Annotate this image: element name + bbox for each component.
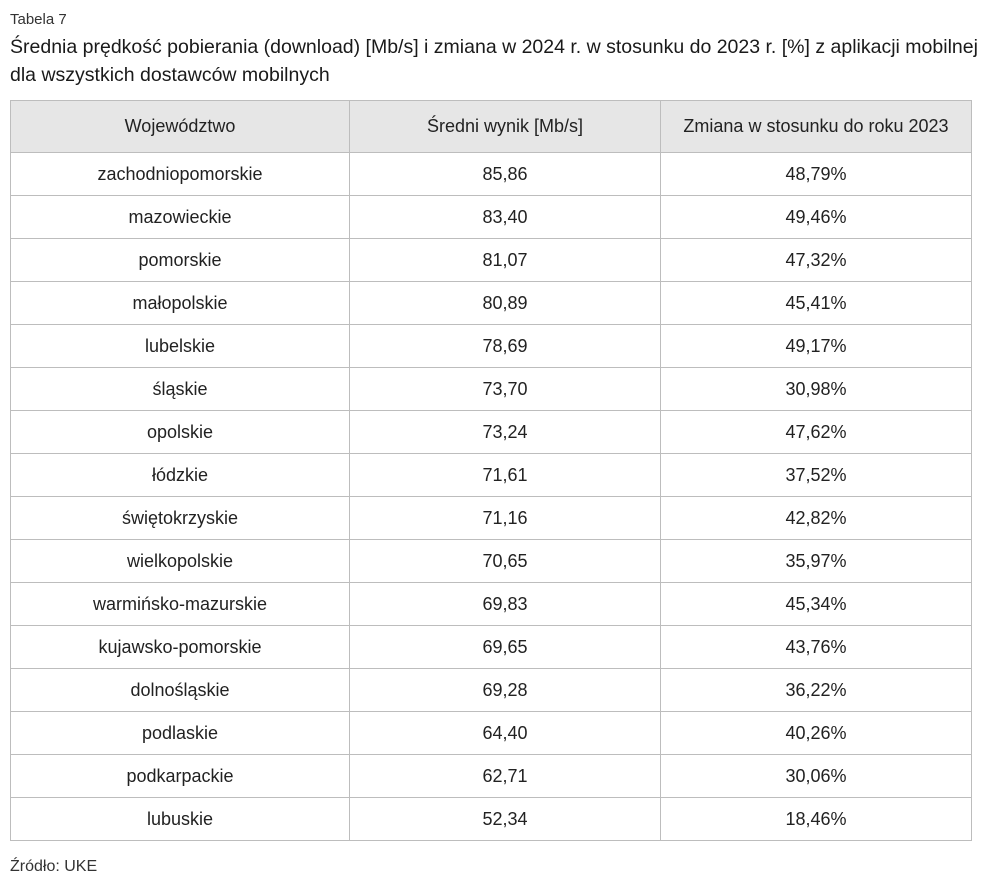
table-row — [11, 497, 972, 540]
cell-region: pomorskie — [11, 239, 350, 282]
header-sredni-wynik: Średni wynik [Mb/s] — [350, 101, 661, 153]
cell-change: 45,34% — [661, 583, 972, 626]
table-row — [11, 368, 972, 411]
table-row — [11, 669, 972, 712]
cell-region: łódzkie — [11, 454, 350, 497]
cell-speed: 71,16 — [350, 497, 661, 540]
cell-change: 49,46% — [661, 196, 972, 239]
cell-region: mazowieckie — [11, 196, 350, 239]
source-note: Źródło: UKE — [10, 858, 98, 875]
data-table — [10, 100, 972, 841]
table-row — [11, 153, 972, 196]
cell-speed: 73,70 — [350, 368, 661, 411]
header-zmiana: Zmiana w stosunku do roku 2023 — [661, 101, 972, 153]
cell-region: podkarpackie — [11, 755, 350, 798]
cell-speed: 62,71 — [350, 755, 661, 798]
table-row — [11, 540, 972, 583]
cell-change: 37,52% — [661, 454, 972, 497]
cell-change: 47,32% — [661, 239, 972, 282]
cell-change: 48,79% — [661, 153, 972, 196]
table-row — [11, 239, 972, 282]
cell-region: świętokrzyskie — [11, 497, 350, 540]
cell-change: 45,41% — [661, 282, 972, 325]
cell-speed: 71,61 — [350, 454, 661, 497]
cell-region: lubelskie — [11, 325, 350, 368]
cell-speed: 69,28 — [350, 669, 661, 712]
table-row — [11, 626, 972, 669]
table-header-row — [11, 101, 972, 153]
table-row — [11, 325, 972, 368]
cell-region: warmińsko-mazurskie — [11, 583, 350, 626]
cell-change: 30,98% — [661, 368, 972, 411]
table-row — [11, 755, 972, 798]
cell-change: 47,62% — [661, 411, 972, 454]
cell-speed: 81,07 — [350, 239, 661, 282]
cell-change: 42,82% — [661, 497, 972, 540]
cell-change: 49,17% — [661, 325, 972, 368]
cell-region: podlaskie — [11, 712, 350, 755]
cell-speed: 73,24 — [350, 411, 661, 454]
cell-speed: 69,65 — [350, 626, 661, 669]
table-row — [11, 583, 972, 626]
table-row — [11, 798, 972, 841]
cell-speed: 85,86 — [350, 153, 661, 196]
table-row — [11, 454, 972, 497]
cell-change: 18,46% — [661, 798, 972, 841]
cell-change: 40,26% — [661, 712, 972, 755]
table-row — [11, 411, 972, 454]
table-row — [11, 196, 972, 239]
table-row — [11, 712, 972, 755]
cell-region: kujawsko-pomorskie — [11, 626, 350, 669]
cell-region: śląskie — [11, 368, 350, 411]
table-row — [11, 282, 972, 325]
cell-change: 36,22% — [661, 669, 972, 712]
cell-speed: 64,40 — [350, 712, 661, 755]
cell-region: małopolskie — [11, 282, 350, 325]
table-title: Średnia prędkość pobierania (download) [Mb/s] i zmiana w 2024 r. w stosunku do 2023 r. [%] z aplikacji mobilnej dla wszystkich dostawców mobilnych — [10, 36, 978, 86]
cell-speed: 78,69 — [350, 325, 661, 368]
cell-region: lubuskie — [11, 798, 350, 841]
cell-region: zachodniopomorskie — [11, 153, 350, 196]
cell-speed: 80,89 — [350, 282, 661, 325]
cell-change: 30,06% — [661, 755, 972, 798]
table-caption: Tabela 7 — [10, 11, 67, 28]
cell-region: wielkopolskie — [11, 540, 350, 583]
cell-region: opolskie — [11, 411, 350, 454]
cell-speed: 70,65 — [350, 540, 661, 583]
cell-region: dolnośląskie — [11, 669, 350, 712]
cell-change: 35,97% — [661, 540, 972, 583]
cell-speed: 69,83 — [350, 583, 661, 626]
cell-speed: 52,34 — [350, 798, 661, 841]
header-wojewodztwo: Województwo — [11, 101, 350, 153]
cell-speed: 83,40 — [350, 196, 661, 239]
cell-change: 43,76% — [661, 626, 972, 669]
